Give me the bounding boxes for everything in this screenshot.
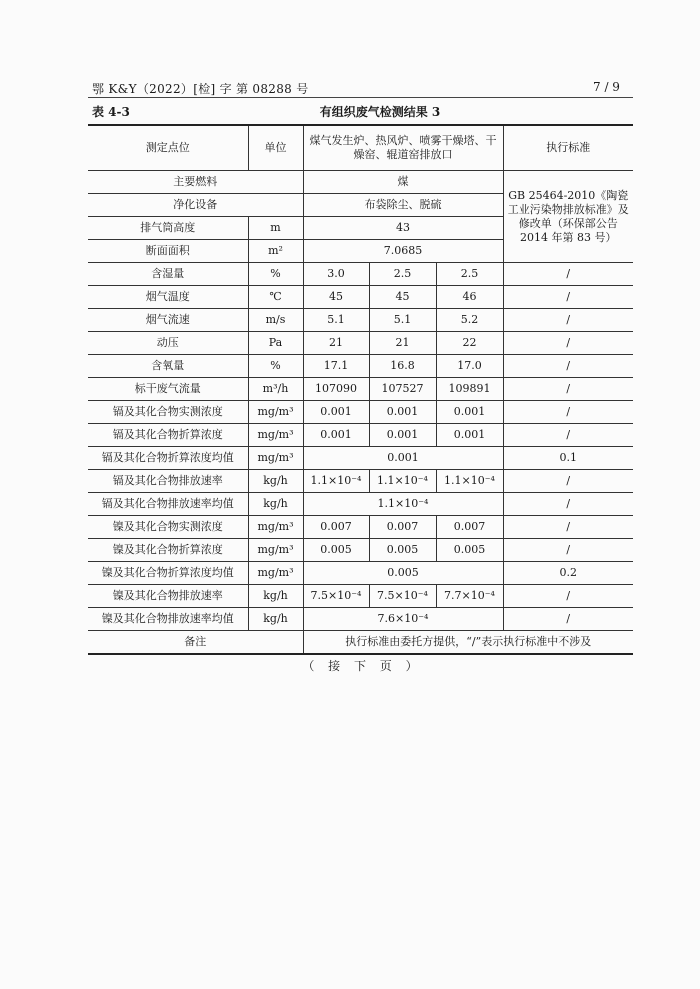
row-value-1: 7.5×10⁻⁴ <box>303 585 369 608</box>
row-value-1: 0.001 <box>303 424 369 447</box>
remark-label: 备注 <box>88 631 303 655</box>
info-value: 煤 <box>303 171 503 194</box>
row-value-3: 2.5 <box>436 263 503 286</box>
row-value-1: 5.1 <box>303 309 369 332</box>
row-standard: / <box>503 470 633 493</box>
table-row <box>88 355 633 378</box>
row-unit: kg/h <box>248 608 303 631</box>
header-standard: 执行标准 <box>503 125 633 171</box>
table-row <box>88 447 633 470</box>
table-row <box>88 263 633 286</box>
page-number: 7 / 9 <box>593 80 620 94</box>
row-label: 烟气温度 <box>88 286 248 309</box>
row-value-1: 0.007 <box>303 516 369 539</box>
row-value-2: 107527 <box>369 378 436 401</box>
row-value-1: 0.001 <box>303 401 369 424</box>
table-row <box>88 493 633 516</box>
table-row <box>88 608 633 631</box>
row-value-3: 0.007 <box>436 516 503 539</box>
info-label: 主要燃料 <box>88 171 303 194</box>
standard-reference: GB 25464-2010《陶瓷工业污染物排放标准》及修改单（环保部公告2014 年第 83 号） <box>503 171 633 263</box>
row-unit: % <box>248 355 303 378</box>
row-value-2: 0.001 <box>369 424 436 447</box>
table-row <box>88 562 633 585</box>
info-value: 43 <box>303 217 503 240</box>
row-unit: m³/h <box>248 378 303 401</box>
row-unit: Pa <box>248 332 303 355</box>
row-average-value: 1.1×10⁻⁴ <box>303 493 503 516</box>
table-row <box>88 470 633 493</box>
row-average-value: 0.005 <box>303 562 503 585</box>
row-value-2: 0.005 <box>369 539 436 562</box>
row-value-2: 45 <box>369 286 436 309</box>
row-average-value: 7.6×10⁻⁴ <box>303 608 503 631</box>
info-label: 断面面积 <box>88 240 248 263</box>
row-label: 标干废气流量 <box>88 378 248 401</box>
table-row <box>88 309 633 332</box>
table-row <box>88 585 633 608</box>
row-label: 镍及其化合物折算浓度 <box>88 539 248 562</box>
table-header-row <box>88 125 633 171</box>
row-unit: mg/m³ <box>248 447 303 470</box>
row-value-1: 3.0 <box>303 263 369 286</box>
row-standard: 0.1 <box>503 447 633 470</box>
info-value: 布袋除尘、脱硫 <box>303 194 503 217</box>
table-row <box>88 539 633 562</box>
info-label: 排气筒高度 <box>88 217 248 240</box>
results-table <box>88 124 633 655</box>
row-standard: / <box>503 493 633 516</box>
row-label: 含氧量 <box>88 355 248 378</box>
row-value-3: 5.2 <box>436 309 503 332</box>
row-value-2: 2.5 <box>369 263 436 286</box>
row-value-3: 7.7×10⁻⁴ <box>436 585 503 608</box>
row-label: 镍及其化合物排放速率均值 <box>88 608 248 631</box>
row-label: 含湿量 <box>88 263 248 286</box>
row-standard: 0.2 <box>503 562 633 585</box>
row-value-1: 0.005 <box>303 539 369 562</box>
row-value-2: 16.8 <box>369 355 436 378</box>
row-standard: / <box>503 424 633 447</box>
row-standard: / <box>503 355 633 378</box>
table-row <box>88 516 633 539</box>
header-location: 煤气发生炉、热风炉、喷雾干燥塔、干燥窑、辊道窑排放口 <box>303 125 503 171</box>
row-standard: / <box>503 286 633 309</box>
remark-row <box>88 631 633 655</box>
row-value-3: 0.001 <box>436 424 503 447</box>
remark-text: 执行标准由委托方提供，“/”表示执行标准中不涉及 <box>303 631 633 655</box>
header-unit: 单位 <box>248 125 303 171</box>
header-rule <box>88 97 633 98</box>
row-value-3: 46 <box>436 286 503 309</box>
row-unit: mg/m³ <box>248 562 303 585</box>
row-unit: mg/m³ <box>248 539 303 562</box>
row-label: 镉及其化合物实测浓度 <box>88 401 248 424</box>
info-label: 净化设备 <box>88 194 303 217</box>
row-value-2: 7.5×10⁻⁴ <box>369 585 436 608</box>
row-average-value: 0.001 <box>303 447 503 470</box>
row-unit: % <box>248 263 303 286</box>
info-value: 7.0685 <box>303 240 503 263</box>
row-value-3: 22 <box>436 332 503 355</box>
header-point: 测定点位 <box>88 125 248 171</box>
row-label: 镍及其化合物折算浓度均值 <box>88 562 248 585</box>
row-value-1: 1.1×10⁻⁴ <box>303 470 369 493</box>
row-unit: mg/m³ <box>248 401 303 424</box>
row-value-3: 17.0 <box>436 355 503 378</box>
row-label: 镉及其化合物折算浓度均值 <box>88 447 248 470</box>
row-label: 镉及其化合物排放速率 <box>88 470 248 493</box>
row-unit: ℃ <box>248 286 303 309</box>
row-label: 镉及其化合物折算浓度 <box>88 424 248 447</box>
document-number: 鄂 K&Y（2022）[检] 字 第 08288 号 <box>92 82 309 96</box>
row-standard: / <box>503 401 633 424</box>
table-row <box>88 332 633 355</box>
row-label: 镉及其化合物排放速率均值 <box>88 493 248 516</box>
row-value-2: 0.007 <box>369 516 436 539</box>
row-value-3: 0.001 <box>436 401 503 424</box>
row-standard: / <box>503 539 633 562</box>
info-row-fuel <box>88 171 633 194</box>
row-value-3: 1.1×10⁻⁴ <box>436 470 503 493</box>
results-table-body <box>88 125 633 654</box>
row-standard: / <box>503 309 633 332</box>
row-value-2: 0.001 <box>369 401 436 424</box>
continued-note: （ 接 下 页 ） <box>302 659 418 673</box>
table-row <box>88 424 633 447</box>
row-unit: mg/m³ <box>248 424 303 447</box>
table-row <box>88 401 633 424</box>
table-row <box>88 286 633 309</box>
row-value-1: 107090 <box>303 378 369 401</box>
row-value-3: 109891 <box>436 378 503 401</box>
row-standard: / <box>503 516 633 539</box>
info-unit: m² <box>248 240 303 263</box>
table-row <box>88 378 633 401</box>
row-standard: / <box>503 263 633 286</box>
row-value-3: 0.005 <box>436 539 503 562</box>
row-value-1: 45 <box>303 286 369 309</box>
row-unit: m/s <box>248 309 303 332</box>
info-unit: m <box>248 217 303 240</box>
row-unit: kg/h <box>248 585 303 608</box>
row-label: 镍及其化合物实测浓度 <box>88 516 248 539</box>
row-standard: / <box>503 378 633 401</box>
row-label: 镍及其化合物排放速率 <box>88 585 248 608</box>
row-unit: kg/h <box>248 493 303 516</box>
row-value-1: 21 <box>303 332 369 355</box>
row-standard: / <box>503 332 633 355</box>
row-value-2: 21 <box>369 332 436 355</box>
table-number: 表 4-3 <box>92 105 130 119</box>
row-label: 动压 <box>88 332 248 355</box>
row-value-2: 5.1 <box>369 309 436 332</box>
row-unit: kg/h <box>248 470 303 493</box>
row-standard: / <box>503 608 633 631</box>
row-value-1: 17.1 <box>303 355 369 378</box>
row-unit: mg/m³ <box>248 516 303 539</box>
table-title: 有组织废气检测结果 3 <box>319 105 441 119</box>
row-label: 烟气流速 <box>88 309 248 332</box>
row-standard: / <box>503 585 633 608</box>
row-value-2: 1.1×10⁻⁴ <box>369 470 436 493</box>
